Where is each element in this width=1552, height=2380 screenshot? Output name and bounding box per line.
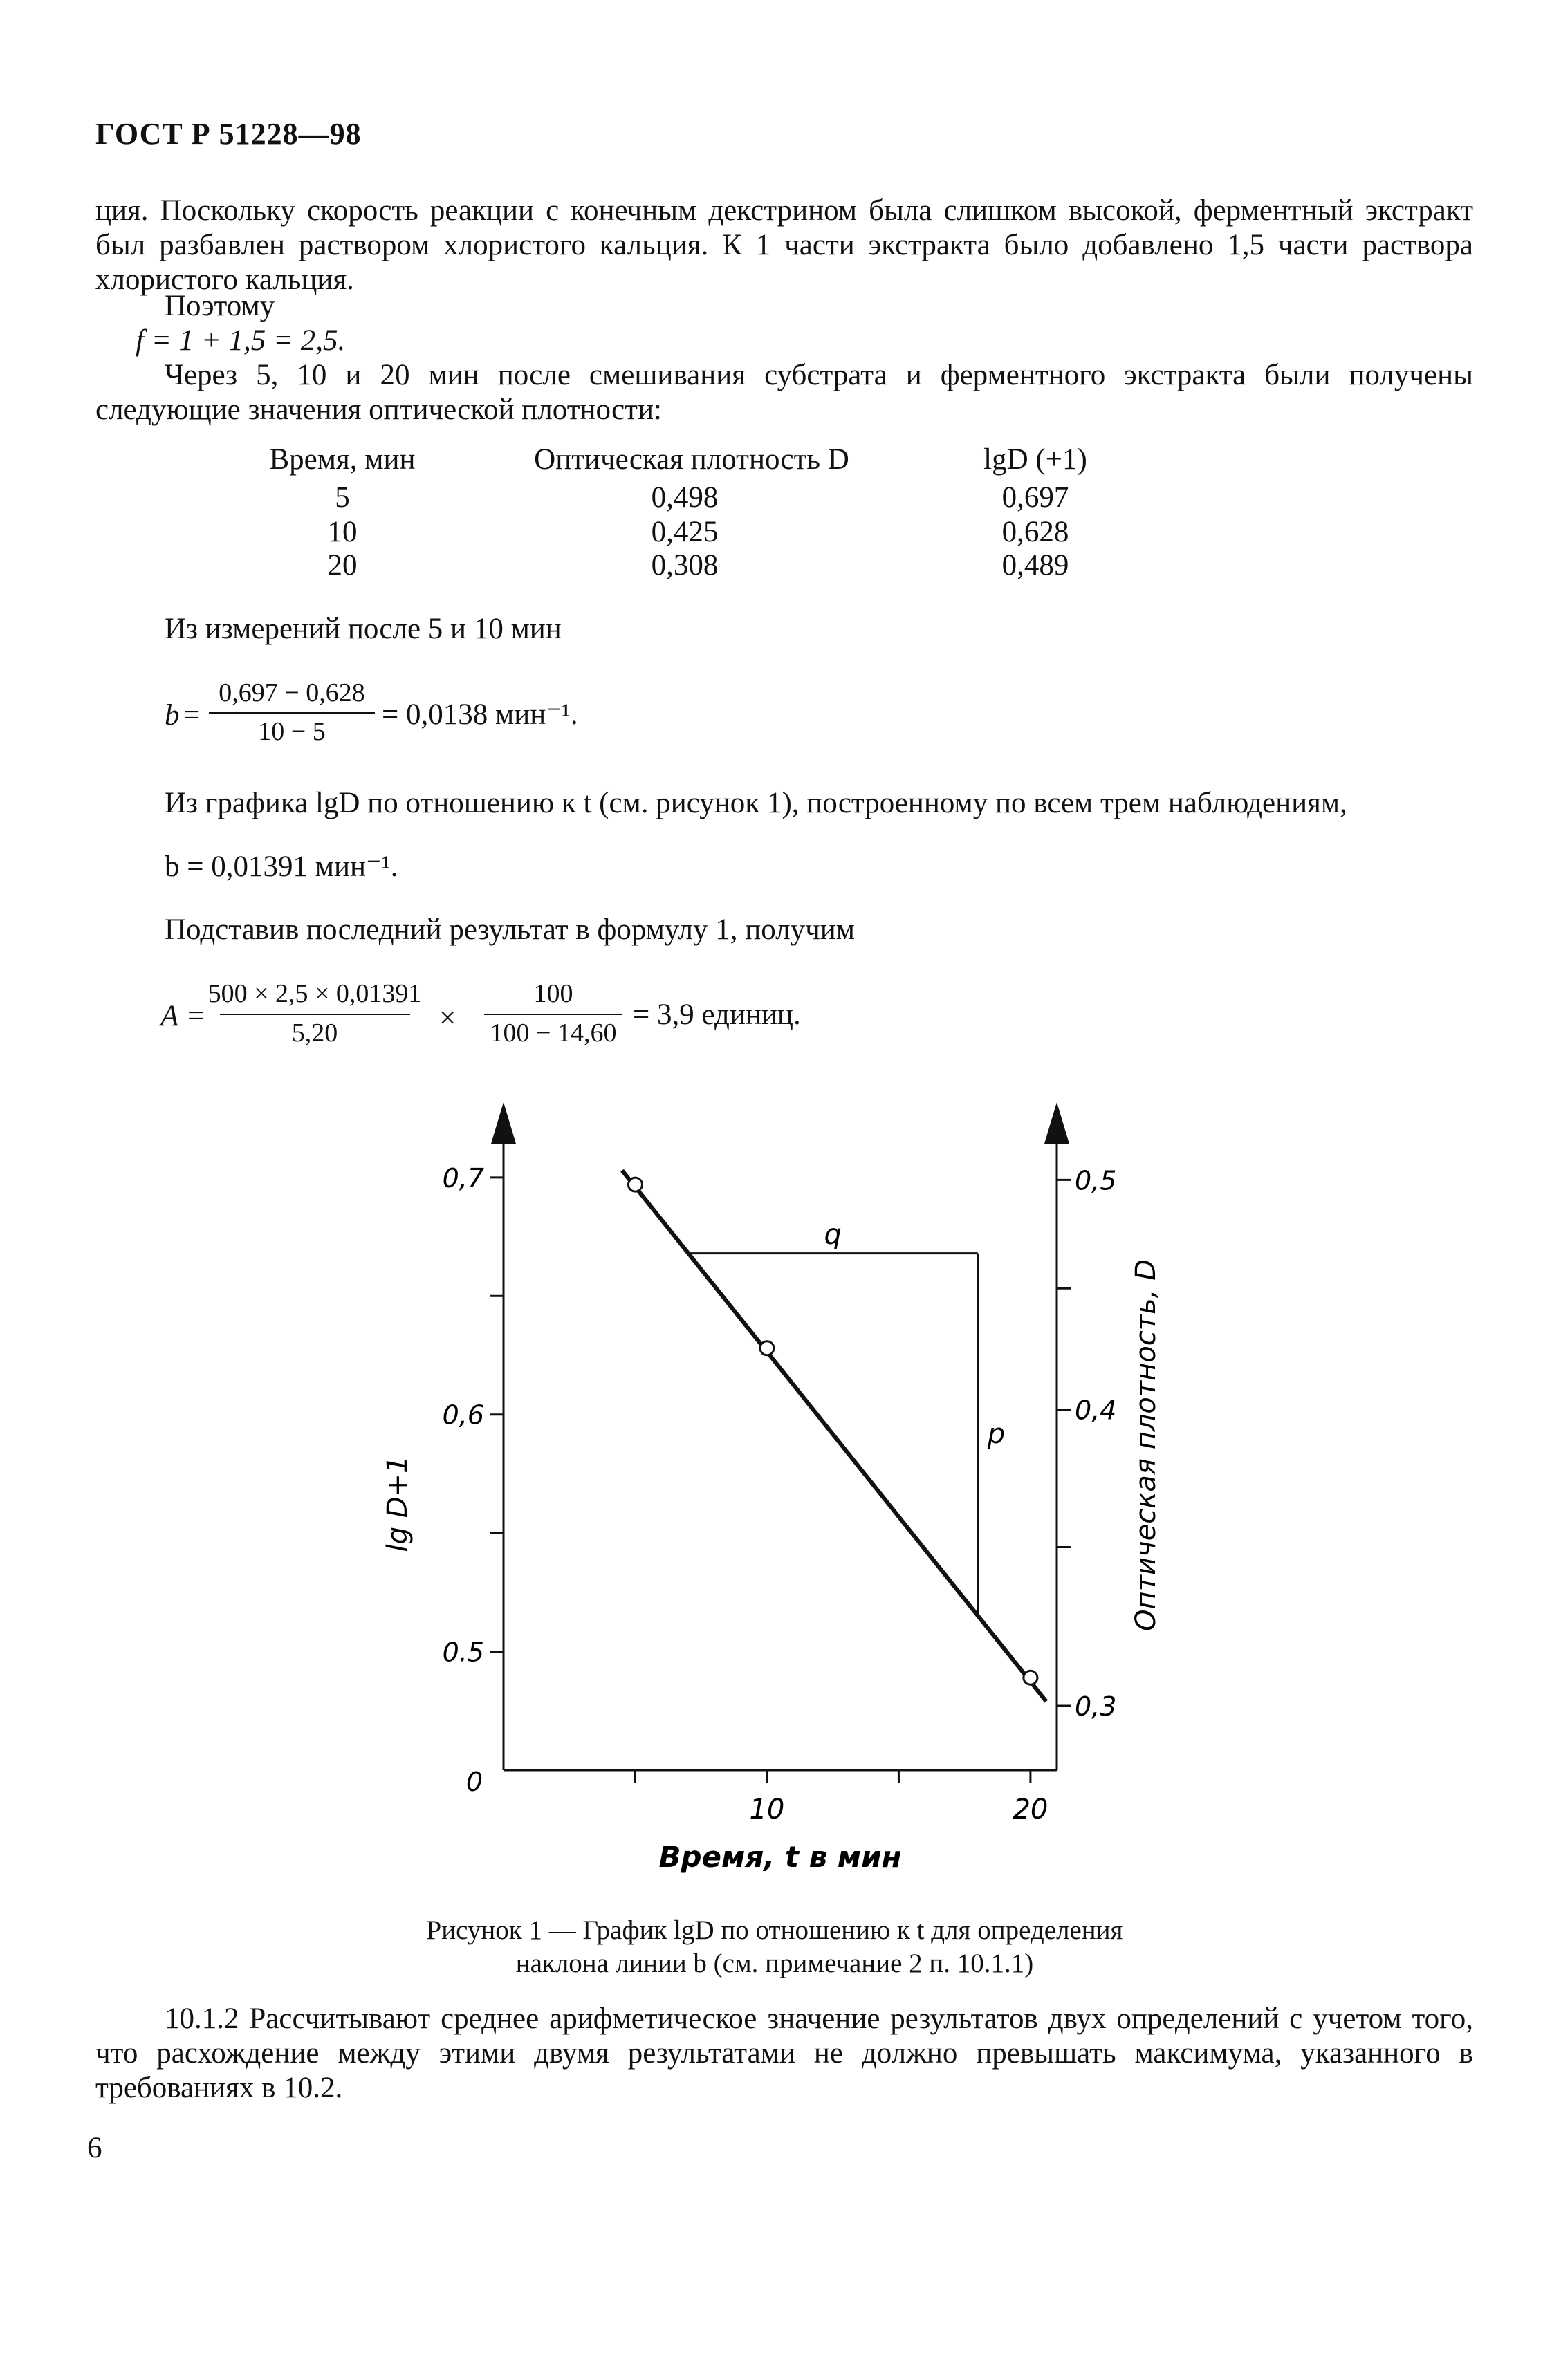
b-result: = 0,0138 мин⁻¹.	[382, 698, 578, 731]
section-10-1-2-paragraph: 10.1.2 Рассчитывают среднее арифметическое значение результатов двух определений с учетом того, что расхождение между этими двумя результатами не должно превышать максимума, указанного в требованиях в 10.2.	[95, 2002, 1473, 2104]
table-cell: 0,425	[651, 516, 719, 548]
b-value: b = 0,01391 мин⁻¹.	[165, 850, 398, 883]
b-symbol: b	[165, 699, 180, 732]
figure-caption-line-1: Рисунок 1 — График lgD по отношению к t для определения	[426, 1915, 1123, 1945]
right-y-tick-label: 0,3	[1075, 1691, 1117, 1722]
table-cell: 5	[335, 481, 350, 514]
a-denominator-1: 5,20	[291, 1019, 338, 1048]
a-denominator-2: 100 − 14,60	[490, 1019, 617, 1048]
table-header-lgd: lgD (+1)	[983, 443, 1087, 476]
table-cell: 10	[327, 516, 358, 548]
a-symbol: A =	[160, 1000, 206, 1032]
from-measurements-text: Из измерений после 5 и 10 мин	[165, 613, 562, 645]
right-y-tick-label: 0,5	[1075, 1165, 1117, 1196]
data-point	[628, 1178, 642, 1191]
left-y-tick-label: 0,6	[442, 1400, 484, 1431]
document-code: ГОСТ Р 51228—98	[95, 117, 362, 151]
slope-label-q: q	[824, 1218, 842, 1251]
a-numerator-2: 100	[533, 979, 573, 1008]
table-cell: 20	[327, 549, 358, 582]
left-y-tick-label: 0.5	[442, 1637, 484, 1668]
table-cell: 0,628	[1001, 516, 1069, 548]
y-axis-title: lg D+1	[382, 1456, 414, 1552]
left-y-tick-label: 0,7	[442, 1162, 484, 1193]
y2-axis-title: Оптическая плотность, D	[1130, 1259, 1162, 1631]
table-cell: 0,489	[1001, 549, 1069, 582]
table-header-density: Оптическая плотность D	[534, 443, 849, 476]
origin-label: 0	[465, 1767, 483, 1797]
b-numerator: 0,697 − 0,628	[219, 678, 365, 707]
data-point	[1024, 1671, 1037, 1684]
a-times: ×	[439, 1002, 456, 1034]
therefore-text: Поэтому	[165, 290, 275, 322]
table-header-time: Время, мин	[269, 443, 416, 476]
figure-caption-line-2: наклона линии b (см. примечание 2 п. 10.1.1)	[515, 1949, 1034, 1978]
f-formula: f = 1 + 1,5 = 2,5.	[136, 324, 346, 357]
table-cell: 0,308	[651, 549, 719, 582]
x-tick-label: 20	[1013, 1794, 1048, 1825]
x-tick-label: 10	[749, 1794, 785, 1825]
a-result: = 3,9 единиц.	[633, 998, 801, 1031]
slope-label-p: p	[987, 1417, 1006, 1450]
right-y-tick-label: 0,4	[1075, 1395, 1117, 1426]
data-point	[760, 1341, 774, 1355]
figure-caption	[360, 1914, 1190, 1980]
intro-paragraph: ция. Поскольку скорость реакции с конечным декстрином была слишком высокой, ферментный экстракт был разбавлен раствором хлористого кальция. К 1 части экстракта было добавлено 1,5 части раствора хлористого кальция.	[95, 194, 1473, 296]
x-axis-title: Время, t в мин	[658, 1840, 902, 1874]
page-number: 6	[87, 2132, 102, 2164]
table-cell: 0,697	[1001, 481, 1069, 514]
substituting-text: Подставив последний результат в формулу 1, получим	[165, 913, 855, 946]
a-numerator-1: 500 × 2,5 × 0,01391	[207, 979, 422, 1008]
after-mixing-paragraph: Через 5, 10 и 20 мин после смешивания субстрата и ферментного экстракта были получены следующие значения оптической плотности:	[95, 359, 1473, 426]
from-graph-text: Из графика lgD по отношению к t (см. рисунок 1), построенному по всем трем наблюдениям,	[165, 787, 1347, 819]
b-equals: =	[183, 699, 201, 732]
table-cell: 0,498	[651, 481, 719, 514]
b-denominator: 10 − 5	[258, 717, 326, 746]
